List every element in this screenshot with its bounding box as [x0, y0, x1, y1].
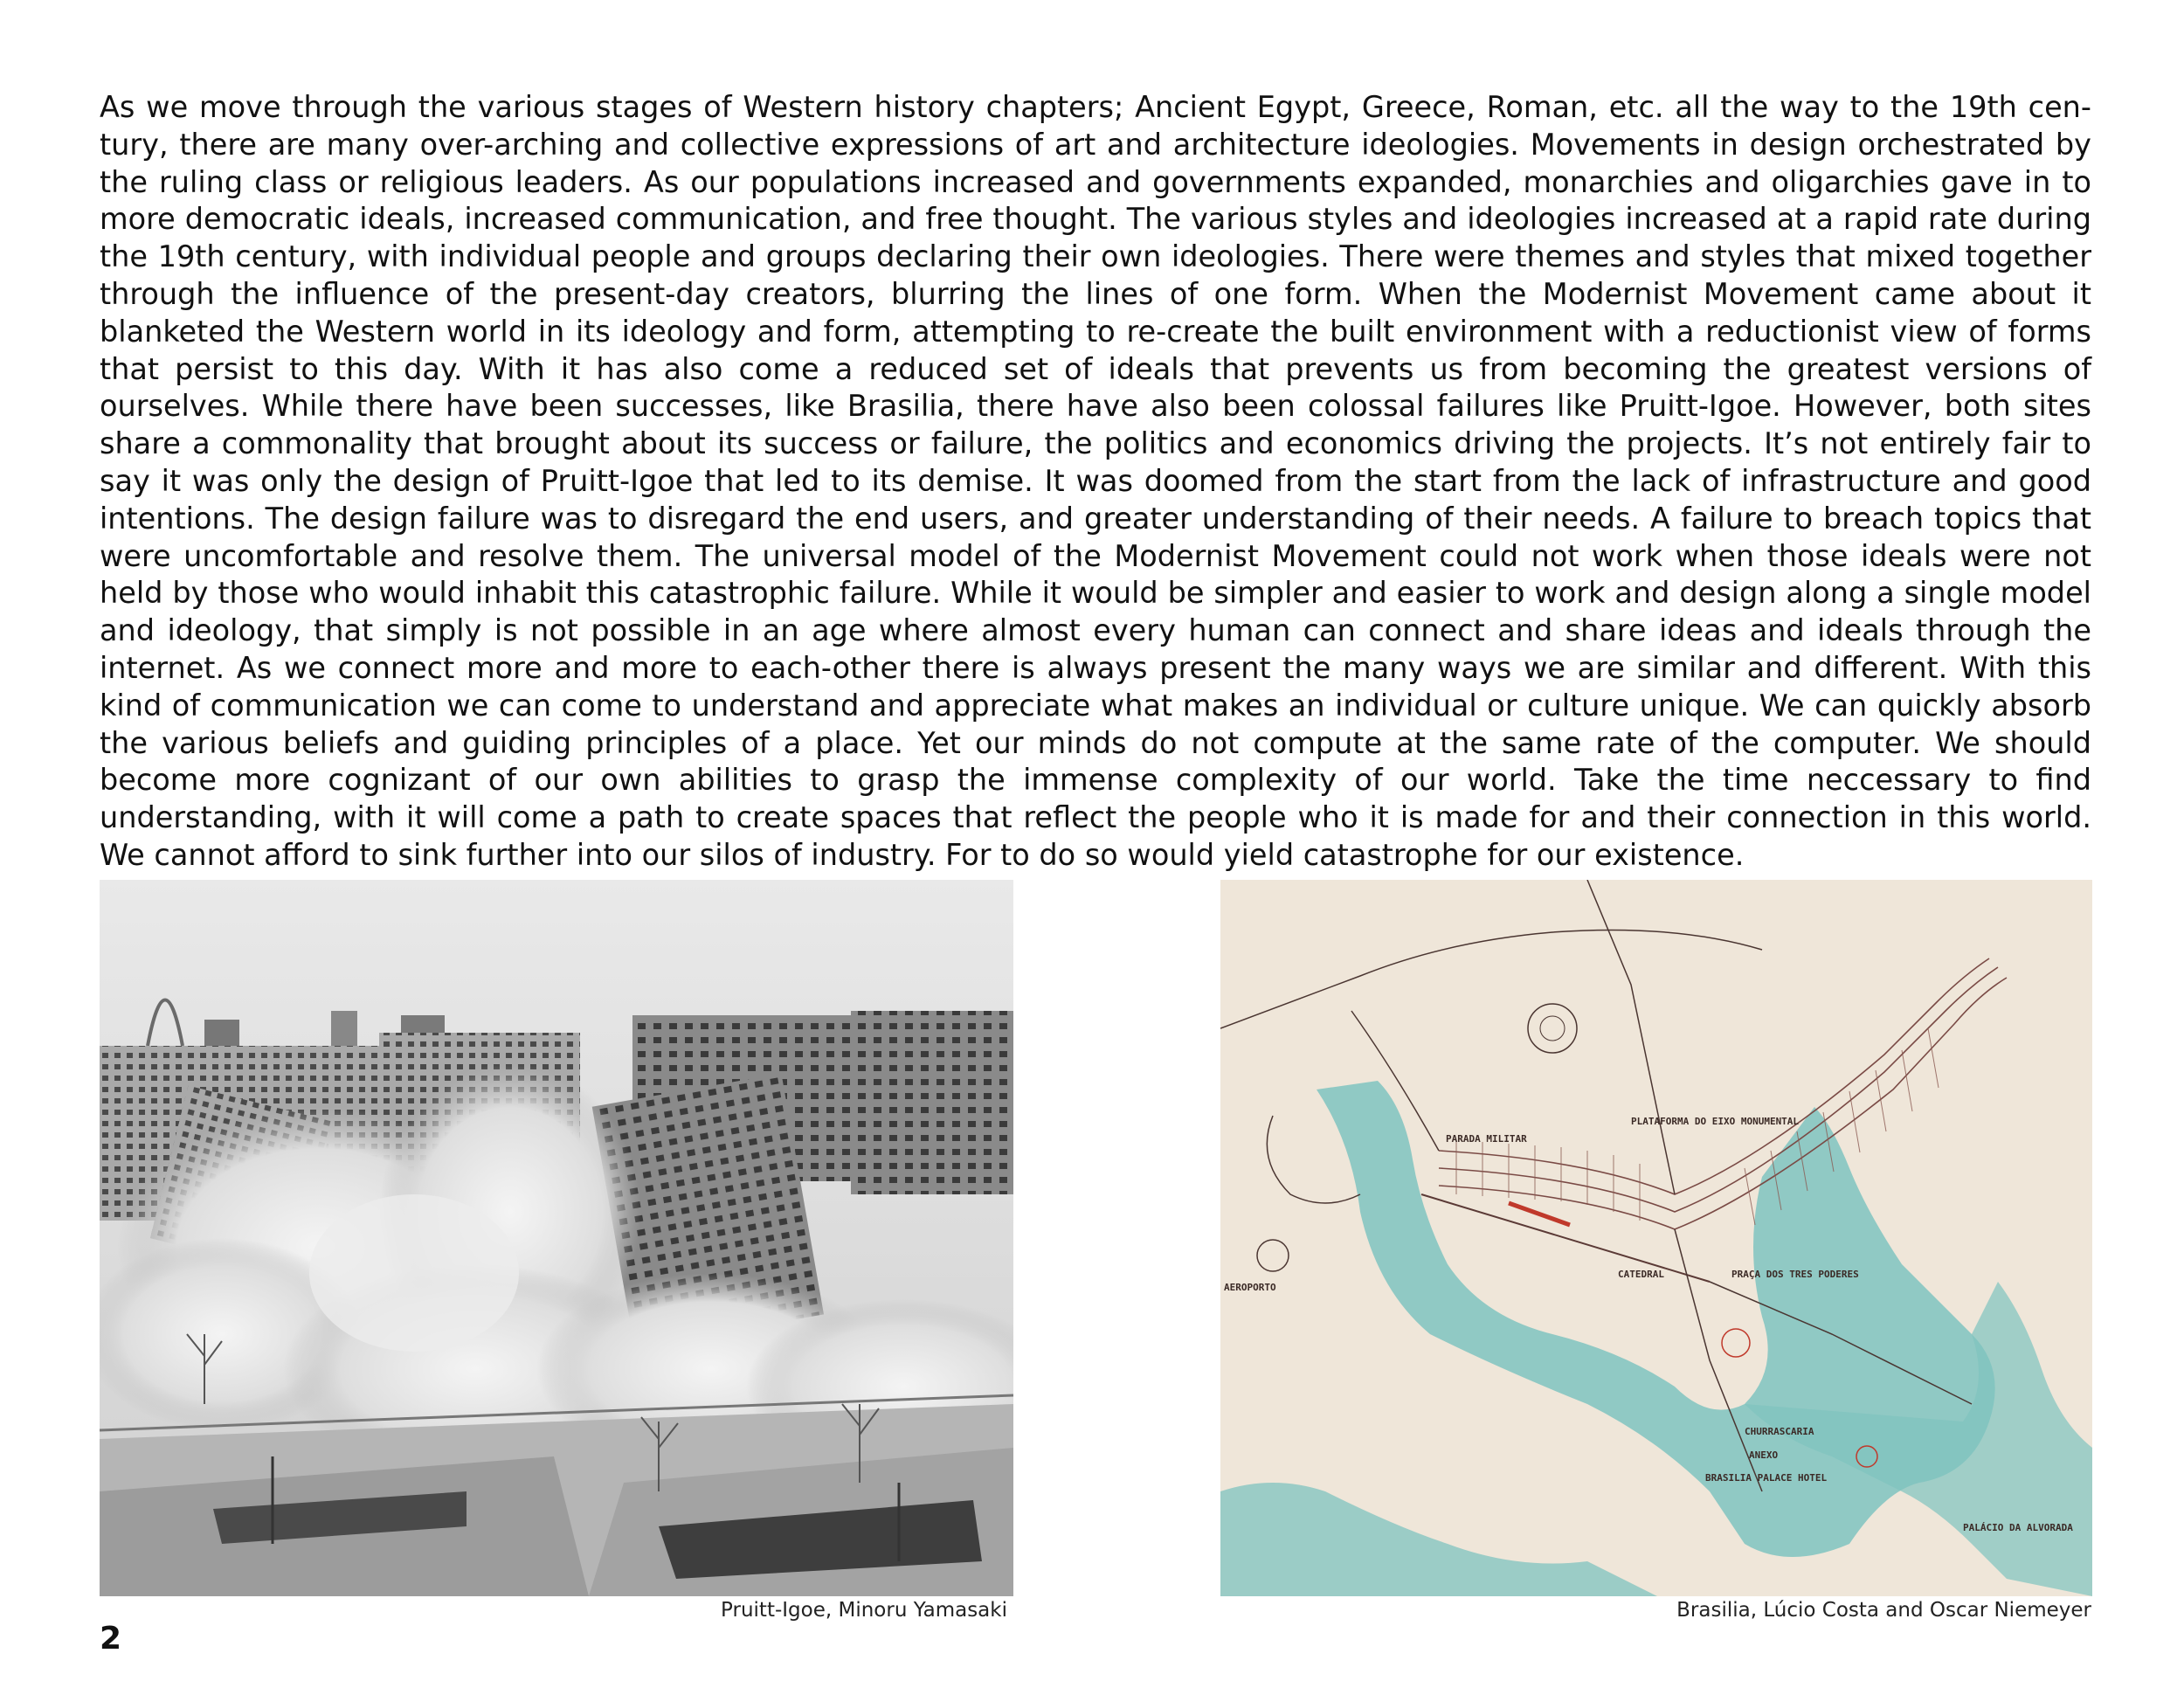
map-label-aeroporto: AEROPORTO	[1224, 1282, 1276, 1293]
map-label-hotel: BRASILIA PALACE HOTEL	[1705, 1472, 1828, 1484]
brasilia-plan-map	[1220, 880, 2092, 1596]
map-label-alvorada: PALÁCIO DA ALVORADA	[1963, 1522, 2073, 1533]
pruitt-igoe-photo-illustration	[100, 880, 1013, 1596]
essay-paragraph: As we move through the various stages of Western history chapters; Ancient Egypt, Greece, Roman, etc. all the way to the 19th century, there are many over-arching and collective expressions of art and architecture ideologies. Movements in design orchestrated by the ruling class or religious leaders. As our populations increased and governments expanded, monarchies and oligarchies gave in to more democratic ideals, increased communication, and free thought. The various styles and ideologies increased at a rapid rate during the 19th century, with individual people and groups declaring their own ideologies. There were themes and styles that mixed together through the influence of the present-day creators, blurring the lines of one form. When the Modernist Movement came about it blanketed the Western world in its ideology and form, attempting to re-create the built environment with a reductionist view of forms that persist to this day. With it has also come a reduced set of ideals that prevents us from becoming the greatest versions of ourselves. While there have been successes, like Brasilia, there have also been colossal failures like Pruitt-Igoe. However, both sites share a commonality that brought about its success or failure, the politics and economics driving the projects. It’s not entirely fair to say it was only the design of Pruitt-Igoe that led to its demise. It was doomed from the start from the lack of infrastructure and good intentions. The design failure was to disregard the end users, and greater understanding of their needs. A failure to breach topics that were uncomfortable and resolve them. The universal model of the Modernist Movement could not work when those ideals were not held by those who would inhabit this catastrophic failure. While it would be simpler and easier to work and design along a single model and ideology, that simply is not possible in an age where almost every human can connect and share ideas and ideals through the internet. As we connect more and more to each-other there is always present the many ways we are similar and different. With this kind of communication we can come to understand and appreciate what makes an individual or culture unique. We can quickly absorb the various beliefs and guiding principles of a place. Yet our minds do not compute at the same rate of the computer. We should become more cognizant of our own abilities to grasp the immense complexity of our world. Take the time neccessary to find understanding, with it will come a path to create spaces that reflect the people who it is made for and their connection in this world. We cannot afford to sink further into our silos of industry. For to do so would yield catastrophe for our existence.	[100, 90, 2091, 872]
map-label-churrascaria: CHURRASCARIA	[1745, 1426, 1814, 1437]
figure-caption-brasilia: Brasilia, Lúcio Costa and Oscar Niemeyer	[1676, 1599, 2091, 1622]
map-label-plataforma: PLATAFORMA DO EIXO MONUMENTAL	[1631, 1116, 1800, 1127]
brasilia-plan-illustration	[1220, 880, 2092, 1596]
map-label-praca: PRAÇA DOS TRES PODERES	[1731, 1269, 1859, 1280]
page-number: 2	[100, 1621, 122, 1657]
pruitt-igoe-photo	[100, 880, 1013, 1596]
map-label-parada-militar: PARADA MILITAR	[1446, 1133, 1527, 1145]
figure-caption-pruitt-igoe: Pruitt-Igoe, Minoru Yamasaki	[721, 1599, 1007, 1622]
map-label-catedral: CATEDRAL	[1618, 1269, 1664, 1280]
map-label-anexo: ANEXO	[1749, 1449, 1779, 1461]
